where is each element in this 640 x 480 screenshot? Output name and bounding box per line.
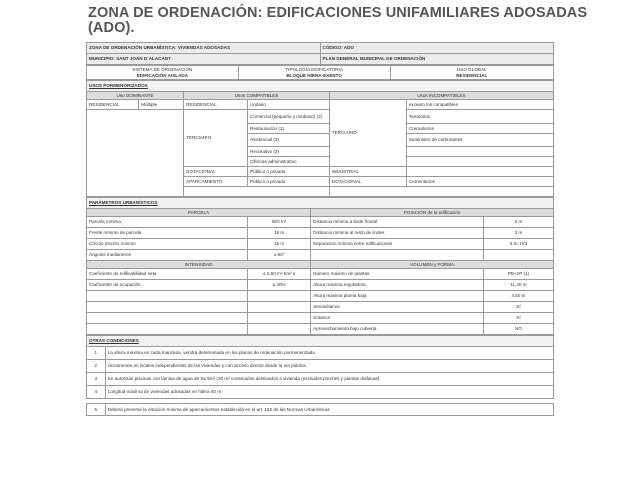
param-value: ≤ 0,50 m² t/m² s [248,269,311,280]
zona-cell: ZONA DE ORDENACIÓN URBANÍSTICA: VIVIENDAS ADOSADAS [87,43,321,54]
param-label: Coeficiente de ocupación [87,280,248,291]
terciario-item: Recreativo (2) [248,147,330,157]
classification-table [86,65,554,80]
param-value: 15 m [248,228,311,239]
param-label: Aprovechamiento bajo cubierta [311,324,484,335]
incompatible-excepto: excepto los compatibles [406,100,553,110]
param-label: Coeficiente de edificabilidad neta [87,269,248,280]
param-value: 15 m [248,239,311,250]
param-label: Separación mínima entre edificaciones [311,239,484,250]
param-value: Sí [483,313,553,324]
condition-number: 1 [87,347,106,360]
param-value: 3 m [483,228,553,239]
param-value: 5 m [483,217,553,228]
dotacional-value: Público o privado [248,167,330,177]
sistema-cell: SISTEMA DE ORDENACIÓN EDIFICACIÓN AISLADA [87,66,239,80]
condition-text: Se autorizan piscinas con lámina de agua de S≤ 5m² (20 m³ construidos destinados a vivienda (excluidos porches y plantas diáfanas) [105,373,553,386]
incompatible-industrial: INDUSTRIAL [329,167,406,177]
otras-section-title: OTRAS CONDICIONES [87,336,554,347]
terciario-item: Restauración (2) [248,124,330,134]
incompatible-dotacional: DOTACIONAL [329,177,406,187]
incompatible-item: Suministro de carburantes [406,134,553,147]
condition-text: Únicamente en locales independientes de las viviendas y con acceso directo desde la vía pública. [105,360,553,373]
param-value: ≤ 40% [248,280,311,291]
condition-number: 4 [87,386,106,399]
condition-text: La altura máxima en cada manzana, vendrá determinada en los planos de ordenación pormenorizada [105,347,553,360]
param-label: Distancia mínima a linde frontal [311,217,484,228]
terciario-item: Oficinas-administrativo [248,157,330,167]
compatible-aparcamiento: APARCAMIENTO [184,177,248,187]
compatible-dotacional: DOTACIONAL [184,167,248,177]
condition-text: Deberá preverse la dotación mínima de aparcamientos establecida en el art. 152 de las Normas Urbanísticas [105,404,553,416]
param-value: Sí [483,302,553,313]
incompatible-item: Tanatorios [406,110,553,124]
uso-dominante-header: Uso DOMINANTE [87,92,184,100]
page-title: ZONA DE ORDENACIÓN: EDIFICACIONES UNIFAMILIARES ADOSADAS (ADO). [88,5,588,36]
volumen-header: VOLUMEN y FORMA [311,261,554,269]
param-label: Altura máxima planta baja [311,291,484,302]
condition-text: Longitud máxima de viviendas adosadas en hilera 40 m [105,386,553,399]
param-label: Ángulos medianeros [87,250,248,261]
zone-sheet [86,42,554,416]
codigo-value: ADO [343,45,354,51]
param-label: Sótanos [311,313,484,324]
param-label: Parcela mínima [87,217,248,228]
compatible-residencial: RESIDENCIAL [184,100,248,110]
usos-table [86,80,554,197]
zona-value: VIVIENDAS ADOSADAS [177,45,231,51]
compatible-unitario: Unitario [248,100,330,110]
aparcamiento-value: Público o privado [248,177,330,187]
param-label: Círculo inscrito mínimo [87,239,248,250]
municipio-cell: MUNICIPIO: SANT JOAN D´ALACANT [87,54,321,65]
param-value: 500 m² [248,217,311,228]
param-label: Frente mínimo de parcela [87,228,248,239]
intensidad-header: INTENSIDAD [87,261,311,269]
param-value: NO [483,324,553,335]
terciario-item: Comercial (pequeño y mediano) (2) [248,110,330,124]
usos-compatibles-header: Usos COMPATIBLES [184,92,330,100]
otras-table [86,335,554,416]
param-label: Altura máxima reguladora [311,280,484,291]
uso-dominante-sub: Múltiple [139,100,184,110]
parcela-header: PARCELA [87,209,311,217]
parametros-table [86,197,554,335]
uso-global-cell: USO GLOBAL RESIDENCIAL [390,66,553,80]
param-value: 6 m; H/3 [483,239,553,250]
param-label: Distancia mínima al resto de lindes [311,228,484,239]
uso-dominante: RESIDENCIAL [87,100,139,110]
condition-number: 5 [87,404,106,416]
param-value: 4,50 m [483,291,553,302]
header-table [86,42,554,65]
codigo-cell: CÓDIGO: ADO [320,43,554,54]
incompatible-terciario: TERCIARIO [329,100,406,167]
tipologia-cell: TIPOLOGÍA EDIFICATORIA BLOQUE HIERA-EXENTO [238,66,390,80]
compatible-terciario: TERCIARIO [184,110,248,167]
param-value: ≥ 60º [248,250,311,261]
incompatible-item: Crematorios [406,124,553,134]
municipio-value: SANT JOAN D´ALACANT [116,56,171,62]
plan-cell: PLAN GENERAL MUNICIPAL DE ORDENACIÓN [320,54,554,65]
parametros-section-title: PARÁMETROS URBANÍSTICOS [87,198,554,209]
usos-section-title: USOS PORMENORIZADOS [87,81,554,92]
incompatible-cementerios: Cementerios [406,177,553,187]
posicion-header: POSICIÓN de la edificación [311,209,554,217]
condition-number: 3 [87,373,106,386]
param-label: Semisótanos [311,302,484,313]
param-label: Número máximo de plantas [311,269,484,280]
usos-incompatibles-header: Usos INCOMPATIBLES [329,92,553,100]
condition-number: 2 [87,360,106,373]
param-value: 11,40 m [483,280,553,291]
terciario-item: Asistencial (2) [248,134,330,147]
param-value: PB+2P (1) [483,269,553,280]
